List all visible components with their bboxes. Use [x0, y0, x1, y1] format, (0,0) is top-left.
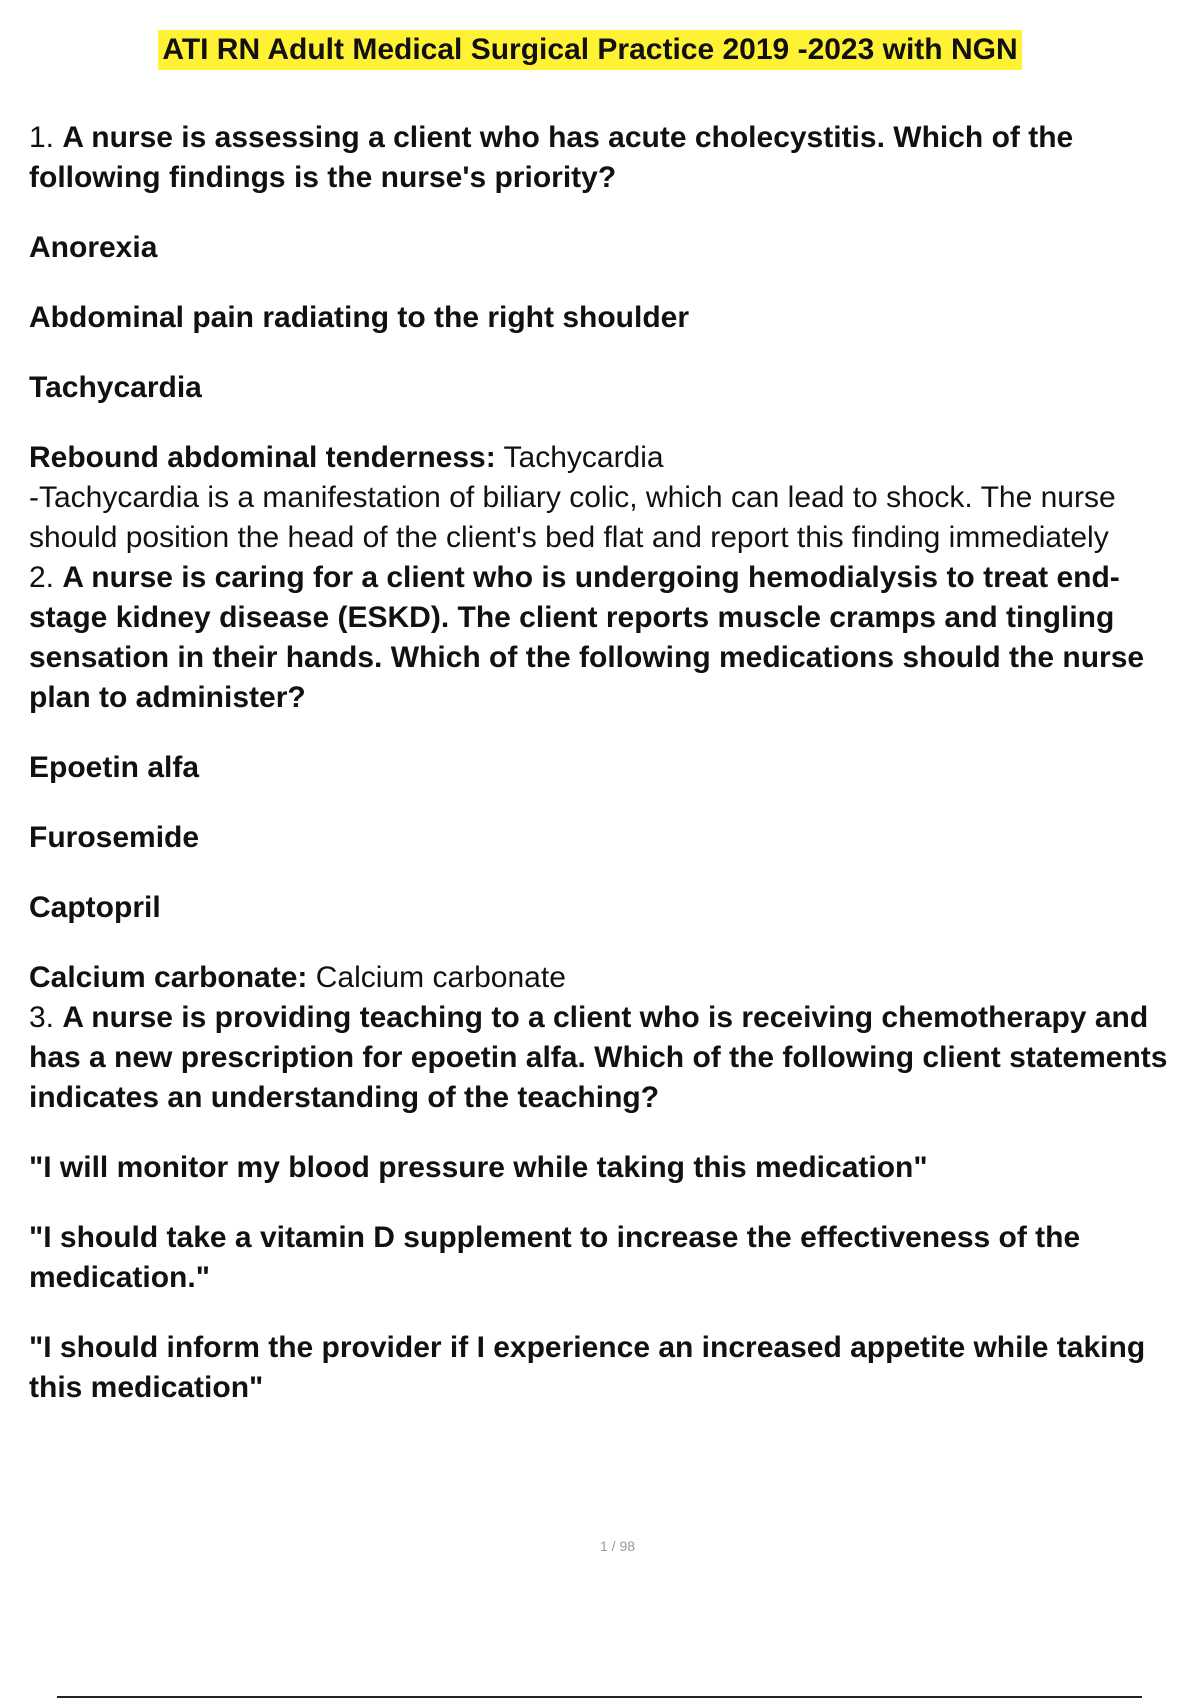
question-stem: [29, 998, 1189, 1118]
footer-divider: [57, 1696, 1142, 1698]
question-number: 1.: [29, 121, 55, 154]
answer-option: Calcium carbonate:: [29, 961, 308, 994]
question-stem: [29, 558, 1189, 718]
question-text: A nurse is assessing a client who has acute cholecystitis. Which of the following findings is the nurse's priority?: [29, 121, 1074, 194]
answer-option: Tachycardia: [29, 371, 202, 404]
question-text: A nurse is providing teaching to a client who is receiving chemotherapy and has a new prescription for epoetin alfa. Which of the following client statements indicates an understanding of the teaching?: [29, 1001, 1168, 1114]
question-stem: [29, 118, 1189, 198]
answer-line: [29, 958, 1189, 998]
answer-option: Abdominal pain radiating to the right shoulder: [29, 301, 689, 334]
document-title-wrap: [0, 30, 1180, 70]
answer-option: "I should take a vitamin D supplement to increase the effectiveness of the medication.": [29, 1221, 1081, 1294]
answer-line: [29, 438, 1189, 478]
correct-answer: Tachycardia: [495, 441, 664, 474]
question-1: [29, 118, 1189, 558]
answer-option: "I should inform the provider if I experience an increased appetite while taking this medication": [29, 1331, 1146, 1404]
question-3: [29, 998, 1189, 1408]
answer-option: Anorexia: [29, 231, 158, 264]
document-title: ATI RN Adult Medical Surgical Practice 2019 -2023 with NGN: [158, 30, 1021, 70]
correct-answer: Calcium carbonate: [307, 961, 566, 994]
question-number: 2.: [29, 561, 55, 594]
answer-option: "I will monitor my blood pressure while taking this medication": [29, 1151, 928, 1184]
answer-rationale: -Tachycardia is a manifestation of biliary colic, which can lead to shock. The nurse should position the head of the client's bed flat and report this finding immediately: [29, 481, 1116, 554]
answer-option: Furosemide: [29, 821, 200, 854]
question-number: 3.: [29, 1001, 55, 1034]
answer-option: Epoetin alfa: [29, 751, 200, 784]
question-2: [29, 558, 1189, 998]
page-number: 1 / 98: [599, 1538, 636, 1554]
document-body: [29, 118, 1189, 1408]
answer-option: Captopril: [29, 891, 161, 924]
question-text: A nurse is caring for a client who is undergoing hemodialysis to treat end-stage kidney disease (ESKD). The client reports muscle cramps and tingling sensation in their hands. Which of the following medications should the nurse plan to administer?: [29, 561, 1145, 714]
answer-option: Rebound abdominal tenderness:: [29, 441, 496, 474]
